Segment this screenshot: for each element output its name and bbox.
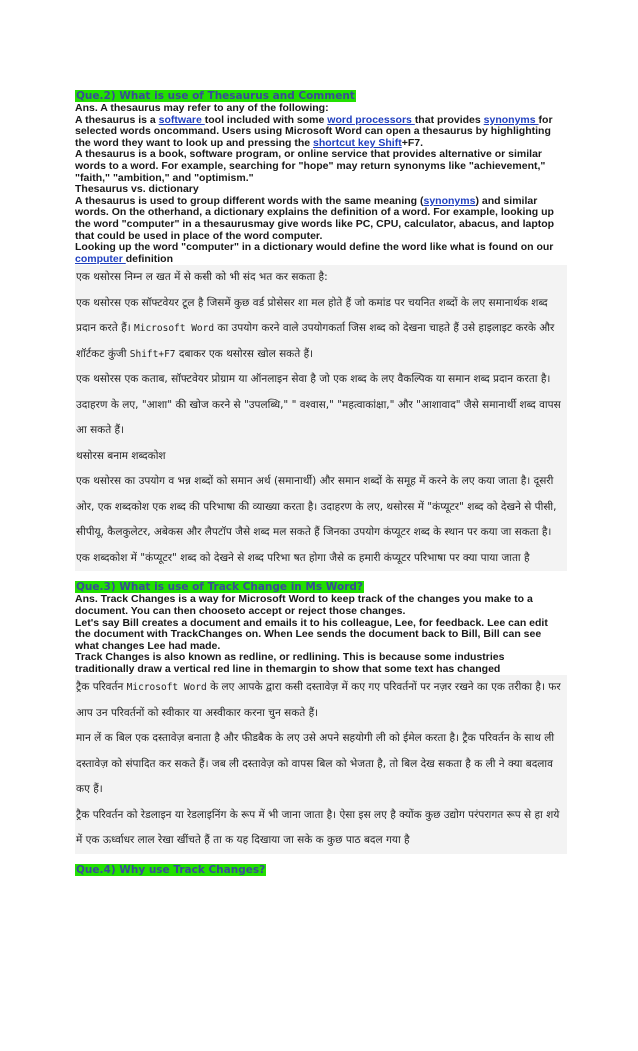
q2-hi2-mono-1: Microsoft Word	[134, 323, 215, 335]
synonyms-link[interactable]: synonyms	[483, 113, 539, 126]
q2-paragraph-3: Thesaurus vs. dictionary	[75, 183, 199, 196]
q2-p1-text-e: +F7.	[401, 136, 424, 149]
q2-heading-text: Que.2) What is use of Thesaurus and Comment	[76, 90, 355, 102]
q2-hi2-text-c: दबाकर एक थसोरस खोल सकते हैं।	[175, 347, 314, 360]
q2-p4-text-a: A thesaurus is used to group different words with the same meaning (	[75, 194, 424, 207]
q2-hindi-block	[75, 265, 567, 571]
q2-hindi-paragraph-3: एक थसोरस एक कताब, सॉफ्टवेयर प्रोग्राम या ऑनलाइन सेवा है जो एक शब्द के लए वैकल्पिक या समान शब्द प्रदान करता है। उदाहरण के लए, "आशा" की खोज करने से "उपलब्धि," " वश्वास," "महत्वाकांक्षा," और "आशावाद" जैसे समानार्थी शब्द वापस आ सकते हैं।	[76, 373, 561, 437]
q3-heading-text: Que.3) What is use of Track Change in Ms Word?	[76, 581, 363, 594]
q2-hindi-paragraph-2	[76, 291, 567, 368]
shortcut-key-link[interactable]: shortcut key Shift	[313, 136, 402, 149]
q2-hi2-text-a: एक थसोरस एक सॉफ्टवेयर टूल है जिसमें कुछ वर्ड प्रोसेसर शा मल होते हैं जो कमांड पर चयनित शब्दों के लए समानार्थक शब्द प्रदान करते हैं।	[76, 296, 548, 335]
word-processors-link[interactable]: word processors	[327, 113, 415, 126]
q2-p5-text-a: Looking up the word "computer" in a dictionary would define the word like what is found on our	[75, 241, 554, 254]
q3-paragraph-1: Ans. Track Changes is a way for Microsoft Word to keep track of the changes you make to a document. You can then chooseto accept or reject those changes.	[75, 593, 533, 617]
q2-hindi-line-1: एक थसोरस निम्न ल खत में से कसी को भी संद भत कर सकता है:	[76, 271, 328, 284]
q4-heading-text: Que.4) Why use Track Changes?	[76, 863, 266, 876]
q2-p4-text-b: ) and similar words. On the otherhand, a dictionary explains the definition of a word. For example, looking up the word "computer" in a thesaurusmay give words like PC, CPU, calculator, abacus, and laptop that could be used in place of the word computer.	[75, 194, 555, 242]
q2-heading	[75, 84, 565, 103]
q4-heading	[75, 858, 565, 877]
q3-heading	[75, 575, 565, 594]
q2-paragraph-1	[75, 115, 565, 150]
computer-link[interactable]: computer	[75, 252, 126, 265]
q3-hindi-paragraph-2: मान लें क बिल एक दस्तावेज़ बनाता है और फीडबैक के लए उसे अपने सहयोगी ली को ईमेल करता है। ट्रैक परिवर्तन के साथ ली दस्तावेज़ को संपादित कर सकते हैं। जब ली दस्तावेज़ को वापस बिल को भेजता है, तो बिल देख सकता है क ली ने क्या बदलाव कए हैं।	[76, 732, 555, 796]
synonyms-link-2[interactable]: synonyms	[423, 194, 476, 207]
q3-hindi-paragraph-1	[76, 675, 567, 726]
q3-paragraph-2: Let's say Bill creates a document and emails it to his colleague, Lee, for feedback. Lee can edit the document with TrackChanges on. When Lee sends the document back to Bill, Bill can see what changes Lee had made.	[75, 616, 548, 652]
q2-ans-intro: Ans. A thesaurus may refer to any of the following:	[75, 102, 329, 114]
q2-hi2-text-b: का उपयोग करने वाले उपयोगकर्ता जिस शब्द को देखना चाहते हैं उसे हाइलाइट करके और शॉर्टकट कुंजी	[76, 322, 555, 360]
document-page	[75, 84, 565, 877]
software-link[interactable]: software	[158, 113, 205, 126]
q2-p5-text-b: definition	[125, 252, 174, 265]
q3-hi1-mono: Microsoft Word	[126, 682, 207, 694]
q2-paragraph-4	[75, 196, 565, 242]
q2-paragraph-5	[75, 242, 565, 265]
q2-paragraph-2: A thesaurus is a book, software program, or online service that provides alternative or similar words to a word. For example, searching for "hope" may return synonyms like "achievement," "faith," "ambition," and "optimism."	[75, 148, 546, 184]
q3-paragraph-3: Track Changes is also known as redline, or redlining. This is because some industries traditionally draw a vertical red line in themargin to show that some text has changed	[75, 651, 505, 675]
q3-english-block	[75, 594, 565, 675]
q2-p1-text-a: A thesaurus is a	[75, 113, 159, 126]
q2-hi2-mono-2: Shift+F7	[129, 348, 176, 360]
q2-english-block	[75, 103, 565, 265]
q3-hindi-block	[75, 675, 567, 854]
q2-p1-text-c: that provides	[414, 113, 484, 126]
q2-hindi-paragraph-4: थसोरस बनाम शब्दकोश	[76, 449, 166, 462]
q2-hindi-paragraph-5: एक थसोरस का उपयोग व भन्न शब्दों को समान अर्थ (समानार्थी) और समान शब्दों के समूह में करने के लए कया जाता है। दूसरी ओर, एक शब्दकोश एक शब्द की परिभाषा की व्याख्या करता है। उदाहरण के लए, थसोरस में "कंप्यूटर" शब्द को देखने से पीसी, सीपीयू, कैलकुलेटर, अबेकस और लैपटॉप जैसे शब्द मल सकते हैं जिनका उपयोग कंप्यूटर शब्द के स्थान पर कया जा सकता है।	[76, 475, 557, 539]
q2-p1-text-d: for selected words oncommand. Users using Microsoft Word can open a thesaurus by highlighting the word they want to look up and pressing the	[75, 113, 553, 149]
q3-hi1-text-b: के लए आपके द्वारा कसी दस्तावेज़ में कए गए परिवर्तनों पर नज़र रखने का एक तरीका है। फर आप उन परिवर्तनों को स्वीकार या अस्वीकार करना चुन सकते हैं।	[76, 681, 561, 719]
q2-p1-text-b: tool included with some	[204, 113, 328, 126]
q3-hindi-paragraph-3: ट्रैक परिवर्तन को रेडलाइन या रेडलाइनिंग के रूप में भी जाना जाता है। ऐसा इस लए है क्योंक कुछ उद्योग परंपरागत रूप से हा शये में एक ऊर्ध्वाधर लाल रेखा खींचते हैं ता क यह दिखाया जा सके क कुछ पाठ बदल गया है	[76, 808, 560, 847]
q3-hi1-text-a: ट्रैक परिवर्तन	[76, 681, 127, 694]
q2-hindi-paragraph-6: एक शब्दकोश में "कंप्यूटर" शब्द को देखने से शब्द परिभा षत होगा जैसे क हमारी कंप्यूटर परिभाषा पर क्या पाया जाता है	[76, 551, 530, 564]
